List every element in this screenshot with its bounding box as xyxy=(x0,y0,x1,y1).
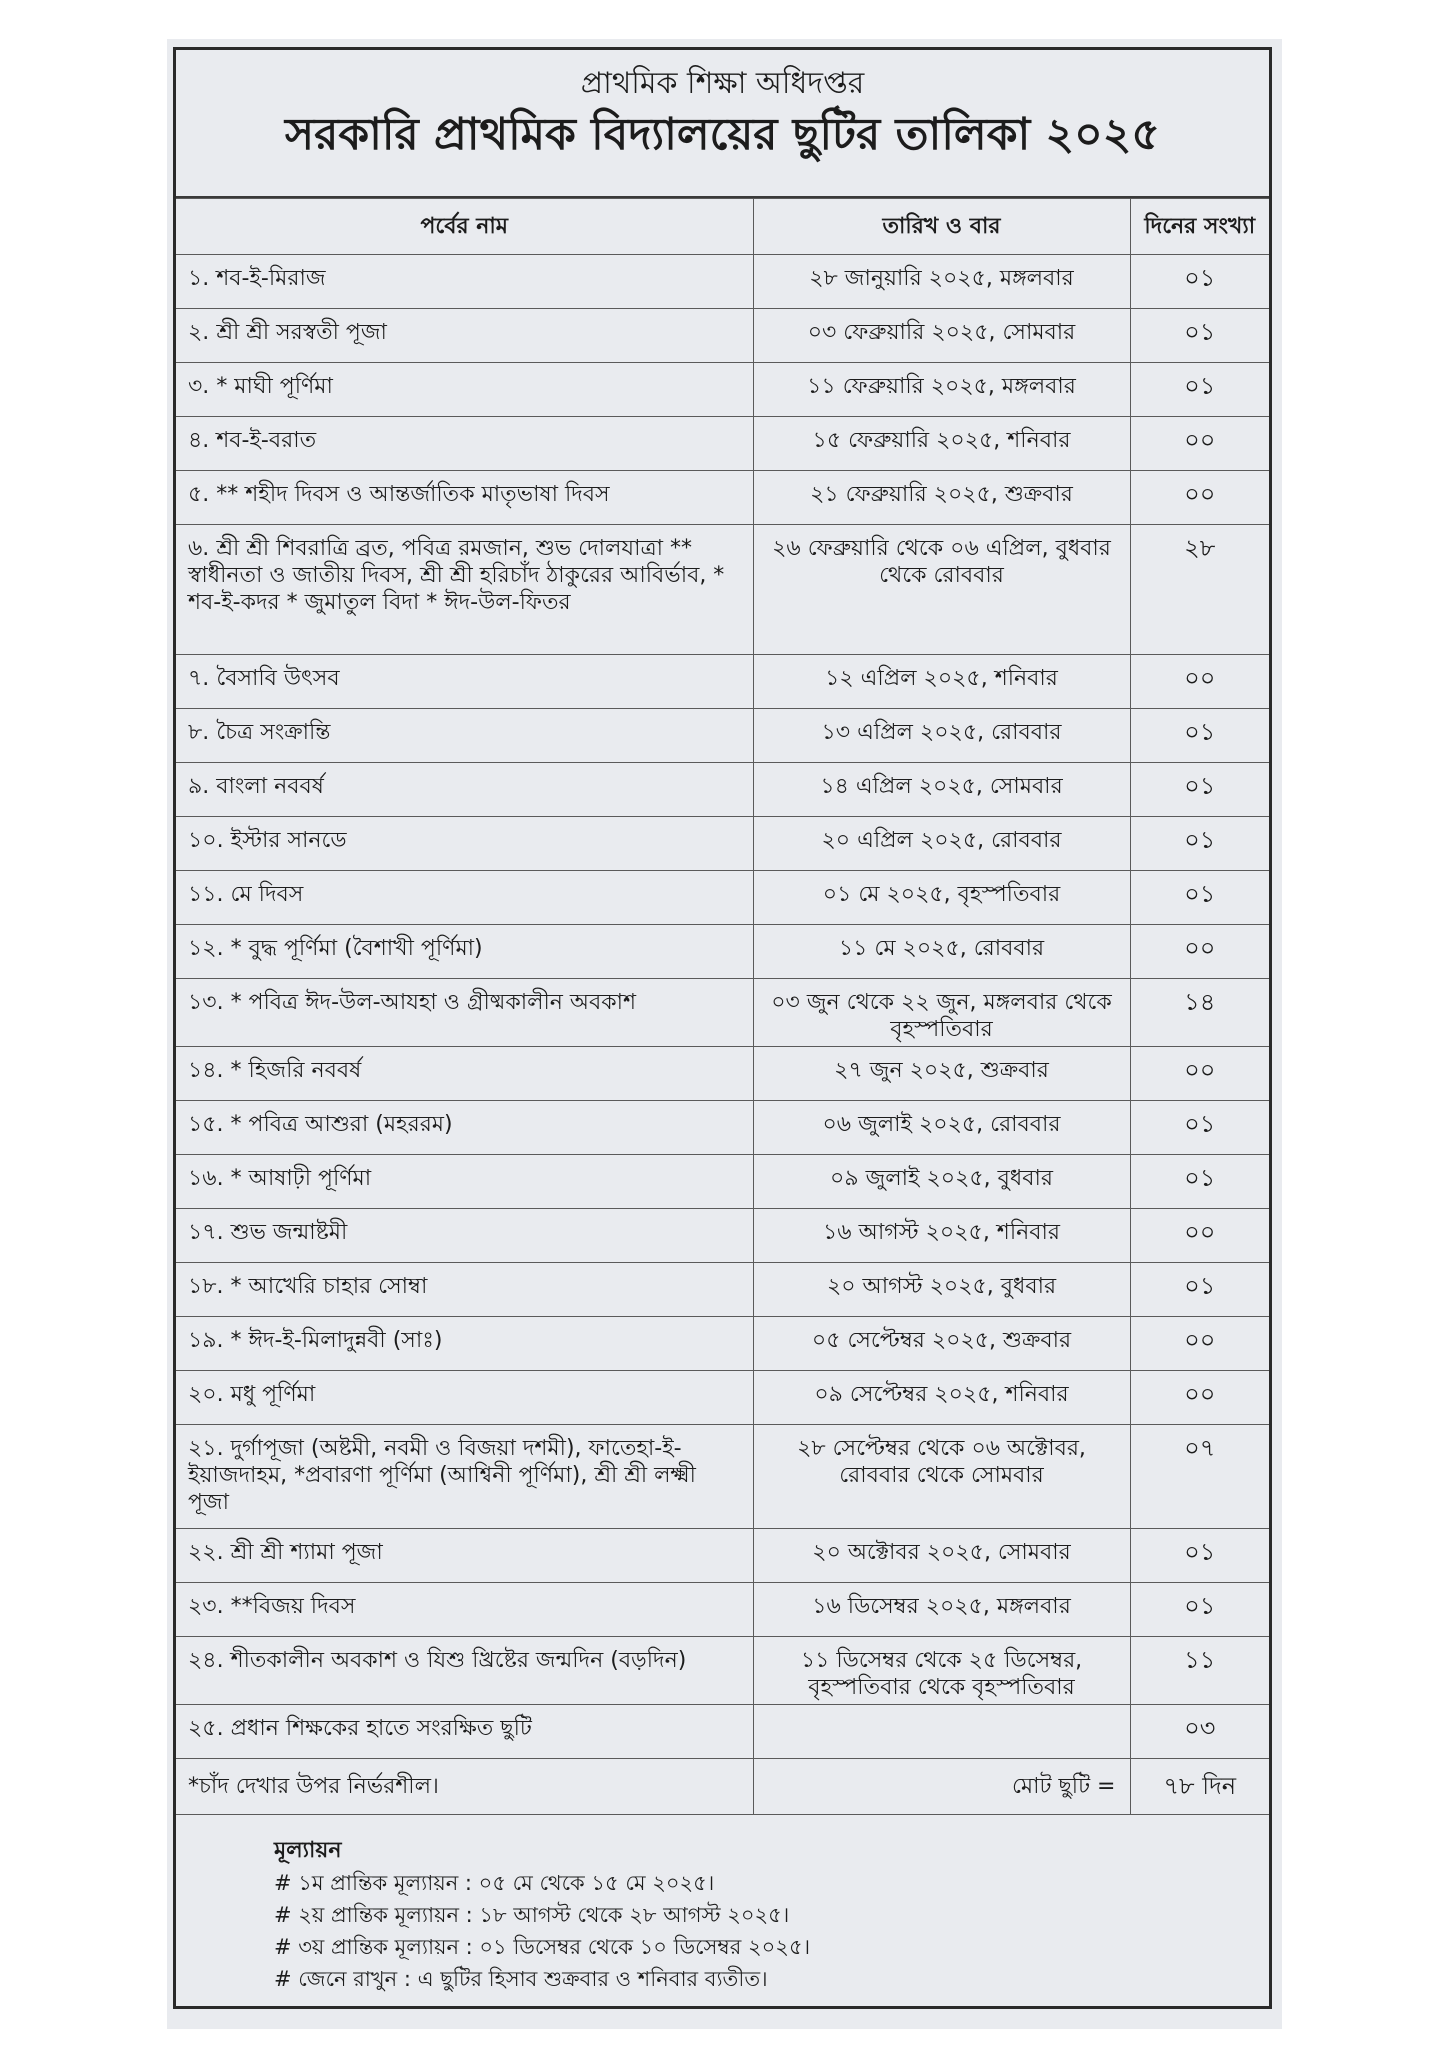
notice-sheet xyxy=(167,39,1282,2029)
festival-name-cell xyxy=(176,925,753,979)
festival-name: ** শহীদ দিবস ও আন্তর্জাতিক মাতৃভাষা দিবস xyxy=(216,482,610,507)
serial-number: ৭. xyxy=(188,666,210,691)
days-cell: ০১ xyxy=(1130,309,1269,363)
festival-name: চৈত্র সংক্রান্তি xyxy=(216,720,331,745)
days-cell: ০১ xyxy=(1130,363,1269,417)
festival-name: * ঈদ-ই-মিলাদুন্নবী (সাঃ) xyxy=(230,1328,443,1353)
date-cell: ২১ ফেব্রুয়ারি ২০২৫, শুক্রবার xyxy=(753,471,1130,525)
days-cell: ০০ xyxy=(1130,1317,1269,1371)
table-row xyxy=(176,817,1269,871)
festival-name-cell xyxy=(176,525,753,655)
serial-number: ৬. xyxy=(188,536,210,561)
days-cell: ১৪ xyxy=(1130,979,1269,1047)
serial-number: ২২. xyxy=(188,1540,224,1565)
serial-number: ১১. xyxy=(188,882,224,907)
date-cell: ২০ অক্টোবর ২০২৫, সোমবার xyxy=(753,1529,1130,1583)
festival-name: * মাঘী পূর্ণিমা xyxy=(216,374,333,399)
festival-name-cell xyxy=(176,1583,753,1637)
serial-number: ৮. xyxy=(188,720,210,745)
date-cell: ২০ আগস্ট ২০২৫, বুধবার xyxy=(753,1263,1130,1317)
date-cell: ২৮ জানুয়ারি ২০২৫, মঙ্গলবার xyxy=(753,255,1130,309)
festival-name: **বিজয় দিবস xyxy=(230,1594,356,1619)
table-row xyxy=(176,925,1269,979)
days-cell: ০১ xyxy=(1130,763,1269,817)
festival-name-cell xyxy=(176,1529,753,1583)
days-cell: ০০ xyxy=(1130,1371,1269,1425)
date-cell: ০১ মে ২০২৫, বৃহস্পতিবার xyxy=(753,871,1130,925)
table-row xyxy=(176,1637,1269,1705)
assessment-line: # ২য় প্রান্তিক মূল্যায়ন : ১৮ আগস্ট থেকে ২৮ আগস্ট ২০২৫। xyxy=(274,1903,790,1927)
festival-name: * আষাঢ়ী পূর্ণিমা xyxy=(230,1166,372,1191)
date-cell: ১১ ফেব্রুয়ারি ২০২৫, মঙ্গলবার xyxy=(753,363,1130,417)
festival-name-cell xyxy=(176,255,753,309)
festival-name: শুভ জন্মাষ্টমী xyxy=(230,1220,348,1245)
serial-number: ২. xyxy=(188,320,210,345)
festival-name-cell xyxy=(176,471,753,525)
serial-number: ১৩. xyxy=(188,990,224,1015)
days-cell: ০১ xyxy=(1130,1263,1269,1317)
serial-number: ৫. xyxy=(188,482,210,507)
festival-name-cell xyxy=(176,1705,753,1759)
festival-name-cell xyxy=(176,363,753,417)
festival-name: * পবিত্র ঈদ-উল-আযহা ও গ্রীষ্মকালীন অবকাশ xyxy=(230,990,636,1015)
festival-name-cell xyxy=(176,763,753,817)
festival-name: ইস্টার সানডে xyxy=(230,828,347,853)
festival-name: প্রধান শিক্ষকের হাতে সংরক্ষিত ছুটি xyxy=(230,1716,532,1741)
festival-name-cell xyxy=(176,655,753,709)
serial-number: ৩. xyxy=(188,374,210,399)
days-cell: ০০ xyxy=(1130,925,1269,979)
festival-name: শ্রী শ্রী সরস্বতী পূজা xyxy=(216,320,387,345)
date-cell: ১১ ডিসেম্বর থেকে ২৫ ডিসেম্বর, বৃহস্পতিবার থেকে বৃহস্পতিবার xyxy=(753,1637,1130,1705)
date-cell: ১৩ এপ্রিল ২০২৫, রোববার xyxy=(753,709,1130,763)
serial-number: ২০. xyxy=(188,1382,224,1407)
holiday-table xyxy=(176,198,1269,1815)
serial-number: ১২. xyxy=(188,936,224,961)
column-header-date: তারিখ ও বার xyxy=(753,199,1130,255)
date-cell: ১১ মে ২০২৫, রোববার xyxy=(753,925,1130,979)
festival-name-cell xyxy=(176,817,753,871)
festival-name-cell xyxy=(176,1047,753,1101)
days-cell: ০৩ xyxy=(1130,1705,1269,1759)
assessment-line: # ১ম প্রান্তিক মূল্যায়ন : ০৫ মে থেকে ১৫ মে ২০২৫। xyxy=(274,1871,715,1895)
serial-number: ৯. xyxy=(188,774,210,799)
festival-name-cell xyxy=(176,979,753,1047)
table-row xyxy=(176,1425,1269,1529)
table-footer-row xyxy=(176,1759,1269,1815)
festival-name: * আখেরি চাহার সোম্বা xyxy=(230,1274,428,1299)
festival-name: * পবিত্র আশুরা (মহররম) xyxy=(230,1112,453,1137)
festival-name-cell xyxy=(176,709,753,763)
serial-number: ২১. xyxy=(188,1436,224,1461)
notice-header xyxy=(176,50,1269,198)
date-cell: ০৩ ফেব্রুয়ারি ২০২৫, সোমবার xyxy=(753,309,1130,363)
notice-frame xyxy=(173,47,1272,2009)
table-row xyxy=(176,1705,1269,1759)
date-cell: ১৬ আগস্ট ২০২৫, শনিবার xyxy=(753,1209,1130,1263)
festival-name: শ্রী শ্রী শ্যামা পূজা xyxy=(230,1540,383,1565)
festival-name-cell xyxy=(176,417,753,471)
table-row xyxy=(176,979,1269,1047)
festival-name-cell xyxy=(176,1371,753,1425)
festival-name: মে দিবস xyxy=(230,882,304,907)
festival-name-cell xyxy=(176,1317,753,1371)
festival-name-cell xyxy=(176,1637,753,1705)
table-row xyxy=(176,1317,1269,1371)
days-cell: ০১ xyxy=(1130,817,1269,871)
festival-name: দুর্গাপূজা (অষ্টমী, নবমী ও বিজয়া দশমী), ফাতেহা-ই-ইয়াজদাহম, *প্রবারণা পূর্ণিমা (আশ্বিনী পূর্ণিমা), শ্রী শ্রী লক্ষ্মী পূজা xyxy=(188,1436,696,1515)
festival-name-cell xyxy=(176,871,753,925)
table-row xyxy=(176,363,1269,417)
serial-number: ২৫. xyxy=(188,1716,224,1741)
moon-footnote: *চাঁদ দেখার উপর নির্ভরশীল। xyxy=(176,1759,753,1815)
days-cell: ০১ xyxy=(1130,709,1269,763)
table-row xyxy=(176,525,1269,655)
days-cell: ০০ xyxy=(1130,655,1269,709)
festival-name: শব-ই-বরাত xyxy=(216,428,317,453)
days-cell: ০১ xyxy=(1130,1583,1269,1637)
assessment-note: # জেনে রাখুন : এ ছুটির হিসাব শুক্রবার ও শনিবার ব্যতীত। xyxy=(274,1967,768,1991)
page-title: সরকারি প্রাথমিক বিদ্যালয়ের ছুটির তালিকা ২০২৫ xyxy=(285,109,1160,160)
festival-name-cell xyxy=(176,1263,753,1317)
festival-name: শীতকালীন অবকাশ ও যিশু খ্রিষ্টের জন্মদিন (বড়দিন) xyxy=(230,1648,687,1673)
days-cell: ০১ xyxy=(1130,1529,1269,1583)
table-row xyxy=(176,471,1269,525)
table-row xyxy=(176,1529,1269,1583)
festival-name-cell xyxy=(176,1425,753,1529)
assessment-heading: মূল্যায়ন xyxy=(274,1838,342,1863)
serial-number: ১০. xyxy=(188,828,224,853)
table-row xyxy=(176,1371,1269,1425)
days-cell: ০৭ xyxy=(1130,1425,1269,1529)
festival-name: বৈসাবি উৎসব xyxy=(216,666,340,691)
table-row xyxy=(176,1155,1269,1209)
days-cell: ০১ xyxy=(1130,1101,1269,1155)
table-row xyxy=(176,709,1269,763)
column-header-days: দিনের সংখ্যা xyxy=(1130,199,1269,255)
festival-name: মধু পূর্ণিমা xyxy=(230,1382,316,1407)
table-row xyxy=(176,1101,1269,1155)
holiday-table-body xyxy=(176,255,1269,1759)
days-cell: ১১ xyxy=(1130,1637,1269,1705)
date-cell: ২৬ ফেব্রুয়ারি থেকে ০৬ এপ্রিল, বুধবার থেকে রোববার xyxy=(753,525,1130,655)
festival-name: বাংলা নববর্ষ xyxy=(216,774,324,799)
date-cell: ০৯ সেপ্টেম্বর ২০২৫, শনিবার xyxy=(753,1371,1130,1425)
column-header-festival: পর্বের নাম xyxy=(176,199,753,255)
festival-name: শব-ই-মিরাজ xyxy=(216,266,326,291)
date-cell: ১৬ ডিসেম্বর ২০২৫, মঙ্গলবার xyxy=(753,1583,1130,1637)
festival-name-cell xyxy=(176,1155,753,1209)
serial-number: ১৪. xyxy=(188,1058,224,1083)
festival-name-cell xyxy=(176,309,753,363)
table-header-row xyxy=(176,199,1269,255)
date-cell: ০৬ জুলাই ২০২৫, রোববার xyxy=(753,1101,1130,1155)
table-row xyxy=(176,655,1269,709)
date-cell: ০৩ জুন থেকে ২২ জুন, মঙ্গলবার থেকে বৃহস্পতিবার xyxy=(753,979,1130,1047)
days-cell: ০০ xyxy=(1130,471,1269,525)
table-row xyxy=(176,871,1269,925)
table-row xyxy=(176,417,1269,471)
assessment-section xyxy=(176,1815,1269,1995)
days-cell: ০১ xyxy=(1130,871,1269,925)
table-row xyxy=(176,763,1269,817)
table-row xyxy=(176,1047,1269,1101)
festival-name-cell xyxy=(176,1101,753,1155)
festival-name-cell xyxy=(176,1209,753,1263)
serial-number: ১৭. xyxy=(188,1220,224,1245)
total-label: মোট ছুটি = xyxy=(753,1759,1130,1815)
table-row xyxy=(176,1263,1269,1317)
serial-number: ২৪. xyxy=(188,1648,224,1673)
serial-number: ২৩. xyxy=(188,1594,224,1619)
serial-number: ৪. xyxy=(188,428,210,453)
festival-name: * হিজরি নববর্ষ xyxy=(230,1058,362,1083)
table-row xyxy=(176,1583,1269,1637)
festival-name: * বুদ্ধ পূর্ণিমা (বৈশাখী পূর্ণিমা) xyxy=(230,936,483,961)
days-cell: ২৮ xyxy=(1130,525,1269,655)
date-cell: ১৫ ফেব্রুয়ারি ২০২৫, শনিবার xyxy=(753,417,1130,471)
serial-number: ১৫. xyxy=(188,1112,224,1137)
date-cell: ১৪ এপ্রিল ২০২৫, সোমবার xyxy=(753,763,1130,817)
festival-name: শ্রী শ্রী শিবরাত্রি ব্রত, পবিত্র রমজান, শুভ দোলযাত্রা ** স্বাধীনতা ও জাতীয় দিবস, শ্রী শ্রী হরিচাঁদ ঠাকুরের আবির্ভাব, * শব-ই-কদর * জুমাতুল বিদা * ঈদ-উল-ফিতর xyxy=(188,536,725,615)
date-cell: ২০ এপ্রিল ২০২৫, রোববার xyxy=(753,817,1130,871)
days-cell: ০০ xyxy=(1130,1047,1269,1101)
date-cell: ২৭ জুন ২০২৫, শুক্রবার xyxy=(753,1047,1130,1101)
assessment-line: # ৩য় প্রান্তিক মূল্যায়ন : ০১ ডিসেম্বর থেকে ১০ ডিসেম্বর ২০২৫। xyxy=(274,1935,811,1959)
serial-number: ১৬. xyxy=(188,1166,224,1191)
date-cell xyxy=(753,1705,1130,1759)
serial-number: ১৯. xyxy=(188,1328,224,1353)
department-name: প্রাথমিক শিক্ষা অধিদপ্তর xyxy=(580,66,865,101)
days-cell: ০১ xyxy=(1130,1155,1269,1209)
table-row xyxy=(176,1209,1269,1263)
date-cell: ০৯ জুলাই ২০২৫, বুধবার xyxy=(753,1155,1130,1209)
days-cell: ০০ xyxy=(1130,417,1269,471)
days-cell: ০১ xyxy=(1130,255,1269,309)
serial-number: ১৮. xyxy=(188,1274,224,1299)
total-value: ৭৮ দিন xyxy=(1130,1759,1269,1815)
table-row xyxy=(176,309,1269,363)
date-cell: ২৮ সেপ্টেম্বর থেকে ০৬ অক্টোবর, রোববার থেকে সোমবার xyxy=(753,1425,1130,1529)
serial-number: ১. xyxy=(188,266,210,291)
days-cell: ০০ xyxy=(1130,1209,1269,1263)
table-row xyxy=(176,255,1269,309)
date-cell: ০৫ সেপ্টেম্বর ২০২৫, শুক্রবার xyxy=(753,1317,1130,1371)
date-cell: ১২ এপ্রিল ২০২৫, শনিবার xyxy=(753,655,1130,709)
